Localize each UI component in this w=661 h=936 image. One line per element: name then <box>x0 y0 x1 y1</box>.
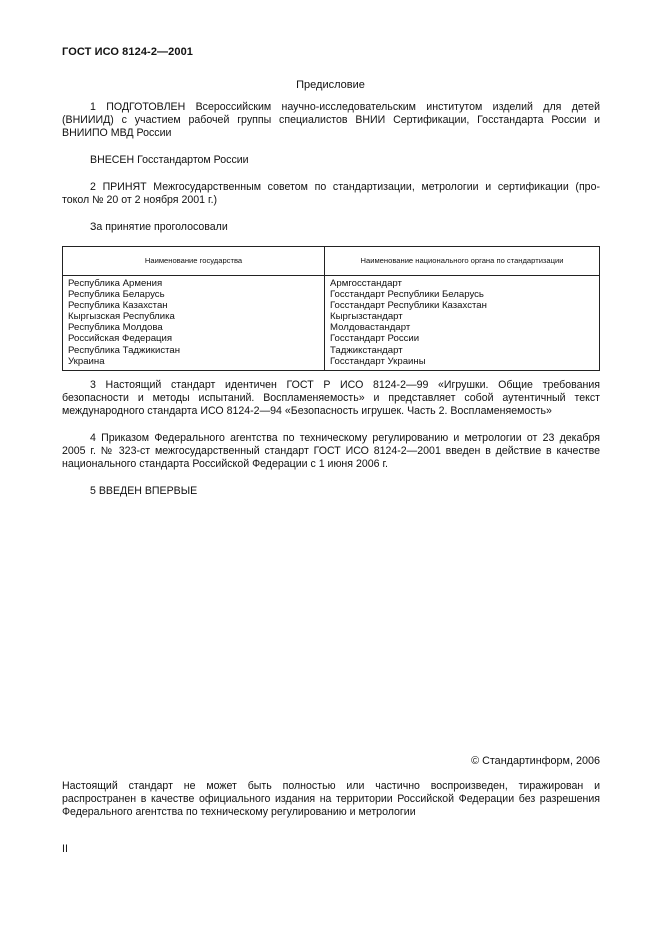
state-name: Российская Федерация <box>68 333 173 345</box>
paragraph-line: 4 Приказом Федерального агентства по техническому регулированию и метрологии от 23 декабря <box>90 432 600 444</box>
reproduction-notice <box>62 780 600 820</box>
table-header-state: Наименование государства <box>63 247 325 276</box>
body-name: Госстандарт России <box>330 333 420 345</box>
body-name: Таджикстандарт <box>330 344 403 356</box>
body-name: Кыргызстандарт <box>330 311 403 323</box>
state-name: Кыргызская Республика <box>68 311 175 323</box>
states-cell <box>63 276 325 371</box>
paragraph-line: токол № 20 от 2 ноября 2001 г.) <box>62 194 218 207</box>
state-name: Республика Молдова <box>68 322 163 334</box>
state-name: Республика Армения <box>68 278 163 289</box>
paragraph-line: национального стандарта Российской Федерации с 1 июня 2006 г. <box>62 458 388 471</box>
paragraph-line: 3 Настоящий стандарт идентичен ГОСТ Р ИСО 8124-2—99 «Игрушки. Общие требования <box>90 379 600 391</box>
state-name: Республика Таджикистан <box>68 344 181 356</box>
paragraph-identical <box>62 379 600 419</box>
copyright-notice: © Стандартинформ, 2006 <box>471 755 600 767</box>
state-name: Украина <box>68 355 105 367</box>
table-header-row <box>63 247 600 276</box>
document-header: ГОСТ ИСО 8124-2—2001 <box>62 46 194 58</box>
bodies-cell <box>325 276 600 371</box>
table-row <box>63 276 600 371</box>
paragraph-prepared <box>62 101 600 141</box>
paragraph-line: распространен в качестве официального издания на территории Российской Федерации без разрешения <box>62 793 600 806</box>
paragraph-line: безопасности и методы испытаний. Воспламеняемость» и представляет собой аутентичный текст <box>62 392 600 405</box>
paragraph-line: 1 ПОДГОТОВЛЕН Всероссийским научно-исследовательским институтом изделий для детей <box>90 101 600 113</box>
page-title: Предисловие <box>296 79 365 91</box>
paragraph-line: Федерального агентства по техническому регулированию и метрологии <box>62 806 416 819</box>
state-name: Республика Беларусь <box>68 289 165 301</box>
paragraph-line: (ВНИИИД) с участием рабочей группы специалистов ВНИИ Сертификации, Госстандарта России и <box>62 114 600 127</box>
paragraph-line: международного стандарта ИСО 8124-2—94 «Безопасность игрушек. Часть 2. Воспламеняемость» <box>62 405 552 418</box>
voting-table <box>62 246 600 371</box>
state-name: Республика Казахстан <box>68 300 168 312</box>
paragraph-introduced: ВНЕСЕН Госстандартом России <box>90 154 249 166</box>
body-name: Госстандарт Республики Казахстан <box>330 300 487 312</box>
paragraph-line: Настоящий стандарт не может быть полностью или частично воспроизведен, тиражирован и <box>62 780 600 792</box>
paragraph-line: 2 ПРИНЯТ Межгосударственным советом по стандартизации, метрологии и сертификации (про- <box>90 181 600 193</box>
page-number: II <box>62 843 68 855</box>
vote-label: За принятие проголосовали <box>90 221 228 233</box>
body-name: Армгосстандарт <box>330 278 402 289</box>
body-name: Госстандарт Республики Беларусь <box>330 289 484 301</box>
body-name: Госстандарт Украины <box>330 355 426 367</box>
paragraph-first-introduced: 5 ВВЕДЕН ВПЕРВЫЕ <box>90 485 198 497</box>
paragraph-order <box>62 432 600 472</box>
body-name: Молдовастандарт <box>330 322 411 334</box>
paragraph-line: 2005 г. № 323-ст межгосударственный стандарт ГОСТ ИСО 8124-2—2001 введен в действие в качестве <box>62 445 600 458</box>
table-header-body: Наименование национального органа по стандартизации <box>325 247 600 276</box>
paragraph-line: ВНИИПО МВД России <box>62 127 172 140</box>
paragraph-adopted <box>62 181 600 207</box>
